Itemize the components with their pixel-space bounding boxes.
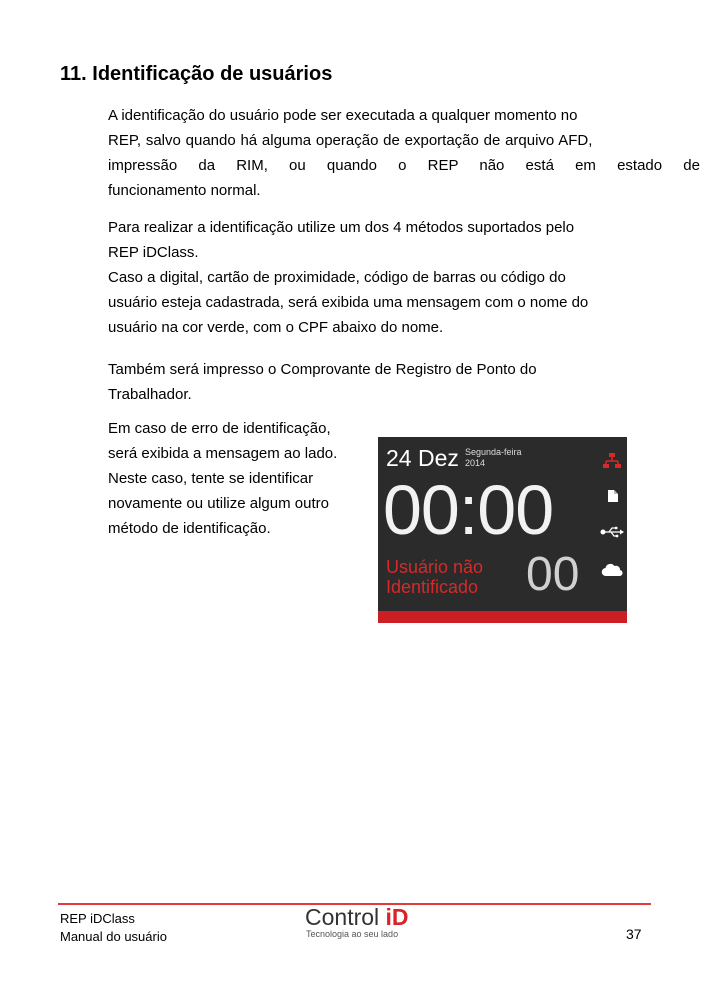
logo-accent: iD bbox=[385, 904, 409, 930]
screen-year: 2014 bbox=[465, 458, 486, 468]
cloud-icon bbox=[601, 563, 623, 577]
screen-date: 24 Dez bbox=[386, 445, 459, 471]
paragraph-line: novamente ou utilize algum outro bbox=[108, 495, 329, 512]
usb-icon bbox=[600, 526, 624, 538]
screen-status-message bbox=[386, 557, 483, 597]
paragraph-line: Também será impresso o Comprovante de Registro de Ponto do bbox=[108, 361, 537, 378]
document-icon bbox=[607, 489, 619, 503]
paragraph-line: usuário na cor verde, com o CPF abaixo do nome. bbox=[108, 319, 444, 336]
network-icon bbox=[602, 452, 622, 470]
paragraph-line: método de identificação. bbox=[108, 520, 271, 537]
screen-weekday: Segunda-feira bbox=[465, 447, 522, 457]
paragraph-line: funcionamento normal. bbox=[108, 182, 261, 199]
screen-time: 00:00 bbox=[383, 471, 554, 549]
logo-tagline: Tecnologia ao seu lado bbox=[306, 929, 399, 939]
paragraph-line: Trabalhador. bbox=[108, 386, 192, 403]
paragraph-line: Caso a digital, cartão de proximidade, código de barras ou código do bbox=[108, 269, 566, 286]
paragraph-3 bbox=[108, 265, 653, 340]
footer-manual: Manual do usuário bbox=[60, 929, 167, 944]
section-heading: 11. Identificação de usuários bbox=[60, 63, 333, 85]
footer-document-info bbox=[60, 910, 167, 946]
paragraph-line: impressão da RIM, ou quando o REP não está em estado de bbox=[108, 157, 700, 174]
footer-product: REP iDClass bbox=[60, 911, 135, 926]
paragraph-line: será exibida a mensagem ao lado. bbox=[108, 445, 338, 462]
paragraph-5 bbox=[108, 416, 373, 541]
paragraph-4 bbox=[108, 357, 653, 407]
status-line: Usuário não bbox=[386, 557, 484, 577]
paragraph-line: Neste caso, tente se identificar bbox=[108, 470, 314, 487]
screen-bottom-bar bbox=[378, 611, 627, 623]
paragraph-line: REP iDClass. bbox=[108, 244, 199, 261]
logo-name: Control bbox=[305, 904, 386, 930]
status-line: Identificado bbox=[386, 577, 479, 597]
paragraph-line: Em caso de erro de identificação, bbox=[108, 420, 331, 437]
device-screen bbox=[378, 437, 627, 623]
paragraph-line: REP, salvo quando há alguma operação de exportação de arquivo AFD, bbox=[108, 132, 593, 149]
paragraph-line: Para realizar a identificação utilize um dos 4 métodos suportados pelo bbox=[108, 219, 575, 236]
screen-seconds: 00 bbox=[526, 548, 580, 601]
paragraph-line: A identificação do usuário pode ser executada a qualquer momento no bbox=[108, 107, 578, 124]
paragraph-1 bbox=[108, 103, 700, 203]
paragraph-2 bbox=[108, 215, 653, 265]
paragraph-line: usuário esteja cadastrada, será exibida uma mensagem com o nome do bbox=[108, 294, 589, 311]
control-id-logo bbox=[305, 906, 409, 939]
page-number: 37 bbox=[626, 926, 642, 942]
